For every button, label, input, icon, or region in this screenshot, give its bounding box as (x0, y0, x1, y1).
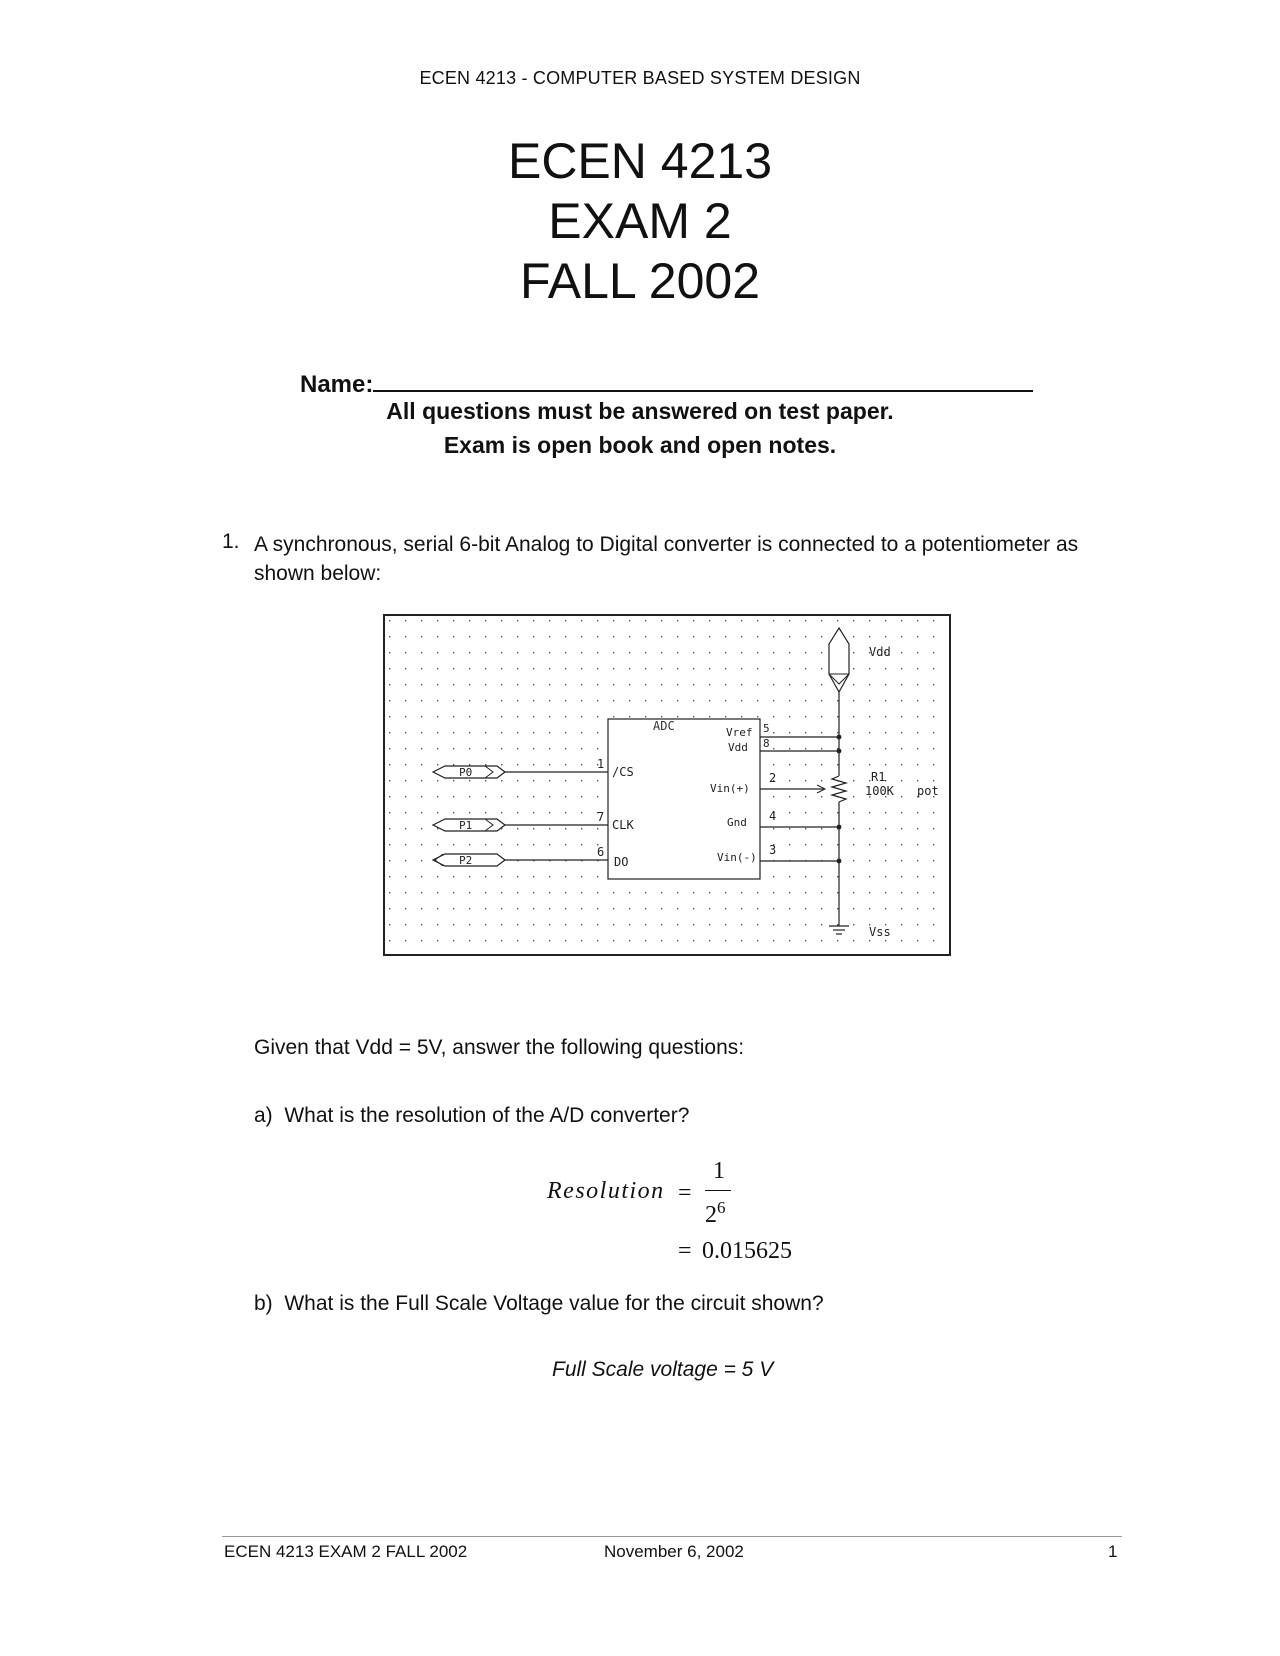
pin-name-vin-plus: Vin(+) (710, 782, 750, 795)
vss-label: Vss (869, 925, 891, 939)
pin-name-cs: /CS (612, 765, 634, 779)
vdd-label: Vdd (869, 645, 891, 659)
footer-rule (222, 1536, 1122, 1537)
pin-num-gnd: 4 (769, 809, 777, 823)
resistor-type: pot (917, 784, 939, 798)
question-b-text: What is the Full Scale Voltage value for the circuit shown? (284, 1292, 824, 1315)
circuit-svg (383, 614, 951, 956)
question-a (254, 1104, 689, 1128)
circuit-diagram (383, 614, 951, 956)
page-header: ECEN 4213 - COMPUTER BASED SYSTEM DESIGN (419, 68, 861, 88)
question-a-text: What is the resolution of the A/D converter? (284, 1104, 690, 1127)
formula-denominator (705, 1198, 726, 1229)
footer-page-number: 1 (1108, 1542, 1118, 1561)
formula-lhs: Resolution (547, 1178, 665, 1204)
formula-numerator: 1 (713, 1158, 725, 1184)
given-statement: Given that Vdd = 5V, answer the following questions: (254, 1036, 745, 1059)
pin-name-do: DO (614, 855, 629, 869)
name-field[interactable] (300, 368, 1033, 399)
resistor-name: R1 (871, 770, 886, 784)
question-b-label: b) (254, 1292, 273, 1315)
pin-num-cs: 1 (597, 757, 605, 771)
pin-name-vref: Vref (726, 726, 753, 739)
formula-fraction-bar (705, 1190, 731, 1191)
exam-title-course: ECEN 4213 (507, 133, 773, 189)
pin-num-clk: 7 (597, 810, 605, 824)
port-label-p0: P0 (459, 766, 473, 779)
adc-chip-name: ADC (653, 719, 675, 733)
port-p1 (433, 819, 505, 832)
pin-num-do: 6 (597, 845, 605, 859)
formula-result: 0.015625 (702, 1238, 792, 1264)
question-text: A synchronous, serial 6-bit Analog to Digital converter is connected to a potentiometer as shown below: (254, 533, 1079, 585)
pin-num-vref: 5 (763, 722, 770, 735)
port-label-p2: P2 (459, 854, 473, 867)
pin-num-vin-plus: 2 (769, 771, 777, 785)
formula-equals-2: = (678, 1238, 692, 1264)
question-number: 1. (222, 530, 240, 553)
question-a-label: a) (254, 1104, 273, 1127)
answer-b: Full Scale voltage = 5 V (552, 1358, 774, 1381)
pin-name-clk: CLK (612, 818, 634, 832)
port-p0 (433, 766, 505, 779)
footer-date: November 6, 2002 (604, 1542, 744, 1561)
formula-denominator-exponent: 6 (717, 1198, 726, 1217)
pin-name-vdd: Vdd (728, 741, 748, 754)
resistor-value: 100K (865, 784, 894, 798)
name-blank-line[interactable] (373, 368, 1033, 392)
pin-num-vdd: 8 (763, 737, 770, 750)
pin-num-vin-minus: 3 (769, 843, 777, 857)
formula-equals: = (678, 1180, 692, 1206)
pin-name-gnd: Gnd (727, 816, 747, 829)
port-label-p1: P1 (459, 819, 473, 832)
footer-left: ECEN 4213 EXAM 2 FALL 2002 (224, 1542, 468, 1561)
formula-denominator-base: 2 (705, 1202, 717, 1228)
exam-title-exam: EXAM 2 (548, 193, 732, 249)
pin-name-vin-minus: Vin(-) (717, 851, 757, 864)
port-p2 (433, 854, 505, 867)
exam-title-term: FALL 2002 (519, 253, 760, 309)
instructions-line-1: All questions must be answered on test paper. (386, 398, 894, 424)
instructions-line-2: Exam is open book and open notes. (443, 432, 837, 458)
question-b (254, 1292, 824, 1316)
name-label: Name: (300, 371, 374, 398)
